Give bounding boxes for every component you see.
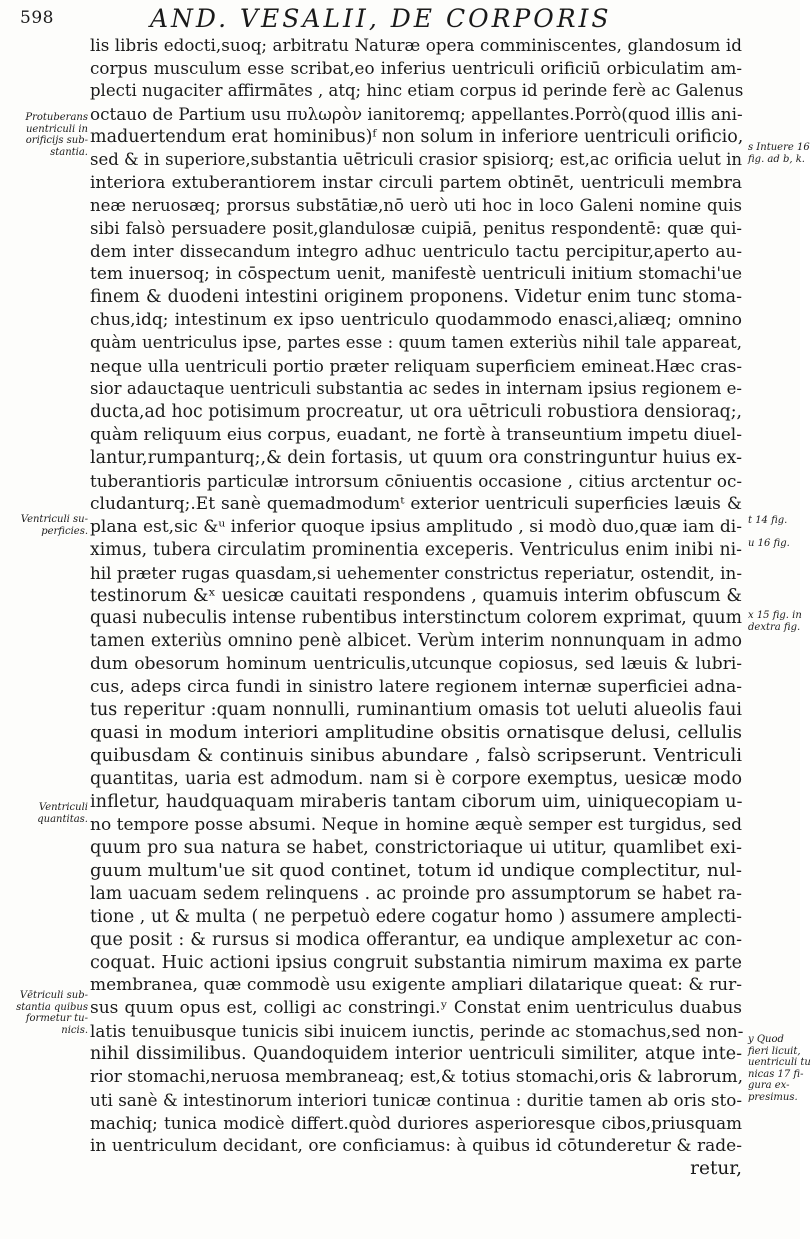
body-text-line: interiora extuberantiorem instar circuli partem obtinēt, uentriculi membra <box>90 172 742 193</box>
margin-note-quantitas <box>8 802 88 825</box>
page-number: 598 <box>20 8 54 28</box>
body-text-line: chus,idq; intestinum ex ipso uentriculo quodammodo enasci,aliæq; omnino <box>90 310 742 331</box>
body-text-line: ximus, tubera circulatim prominentia exceperis. Ventriculus enim inibi ni- <box>90 539 742 560</box>
margin-note-intuere <box>748 142 810 165</box>
margin-note-line: s Intuere 16 <box>748 142 810 153</box>
body-text-line: infletur, haudquaquam miraberis tantam ciborum uim, uiniquecopiam u- <box>90 791 743 812</box>
body-text-line: in uentriculum decidant, ore conficiamus: à quibus id cōtunderetur & rade- <box>90 1136 742 1156</box>
body-text-line: quantitas, uaria est admodum. nam si è corpore exemptus, uesicæ modo <box>90 769 742 789</box>
body-text-line: hil præter rugas quasdam,si uehementer constrictus reperiatur, ostendit, in- <box>90 562 742 583</box>
body-text-line: testinorum &ˣ uesicæ cauitati respondens , quamuis interim obfuscum & <box>90 585 742 606</box>
body-text-line: uti sanè & intestinorum interiori tunicæ continua : duritie tamen ab oris sto- <box>90 1090 742 1111</box>
body-text-line: octauo de Partium usu πυλωρὸν ianitoremq; appellantes.Porrò(quod illis ani- <box>90 103 743 124</box>
margin-note-fig-15 <box>748 610 802 633</box>
margin-note-line: u 16 fig. <box>748 538 790 549</box>
body-text-line: quibusdam & continuis sinibus abundare , falsò scripserunt. Ventriculi <box>90 745 742 767</box>
body-text-line: tem inuersoq; in cōspectum uenit, manifestè uentriculi initium stomachi'ue <box>90 264 742 285</box>
body-text-line: neæ neruosæq; prorsus substātiæ,nō uerò uti hoc in loco Galeni nomine quis <box>90 195 742 215</box>
body-text-line: lam uacuam sedem relinquens . ac proinde pro assumptorum se habet ra- <box>90 883 742 904</box>
body-text-line: tamen exteriùs omnino penè albicet. Verùm interim nonnunquam in admo <box>90 631 742 652</box>
margin-note-quod-fieri <box>748 1034 811 1103</box>
body-text-line: corpus musculum esse scribat,eo inferius uentriculi orificiū orbiculatim am- <box>90 57 742 78</box>
body-text-line: tione , ut & multa ( ne perpetuò edere cogatur homo ) assumere amplecti- <box>90 906 742 927</box>
margin-note-line: perficies. <box>41 525 88 537</box>
body-text-line: sior adauctaque uentriculi substantia ac sedes in internam ipsius regionem e- <box>90 379 742 399</box>
body-text-line: plecti nugaciter affirmātes , atq; hinc etiam corpus id perinde ferè ac Galenus <box>90 80 744 100</box>
body-text-line: coquat. Huic actioni ipsius congruit substantia nimirum maxima ex parte <box>90 952 742 973</box>
margin-note-line: t 14 fig. <box>748 515 788 526</box>
body-text-line: cus, adeps circa fundi in sinistro latere regionem internæ superficiei adna- <box>90 677 742 698</box>
body-text-line: que posit : & rursus si modica offerantur, ea undique amplexetur ac con- <box>90 929 742 950</box>
body-text-line: no tempore posse absumi. Neque in homine æquè semper est turgidus, sed <box>90 814 742 835</box>
main-text-block <box>90 34 742 1181</box>
body-text-line: dum obesorum hominum uentriculis,utcunque copiosus, sed læuis & lubri- <box>90 654 742 675</box>
margin-note-line: y Quod <box>748 1034 784 1045</box>
body-text-line: quàm uentriculus ipse, partes esse : quum tamen exteriùs nihil tale appareat, <box>90 333 742 353</box>
margin-note-line: quantitas. <box>37 813 88 825</box>
margin-note-fig-16 <box>748 538 798 550</box>
body-text-line: sus quum opus est, colligi ac constringi.ʸ Constat enim uentriculus duabus <box>90 998 742 1019</box>
margin-note-fig-14 <box>748 515 798 527</box>
margin-note-line: stantia quibus <box>16 1001 88 1013</box>
margin-note-line: orificijs sub- <box>25 135 88 146</box>
body-text-line: plana est,sic &ᵘ inferior quoque ipsius amplitudo , si modò duo,quæ iam di- <box>90 516 742 537</box>
body-text-line: retur, <box>690 1157 742 1179</box>
body-text-line: tus reperitur :quam nonnulli, ruminantium omasis tot ueluti alueolis faui <box>90 700 742 721</box>
body-text-line: finem & duodeni intestini originem proponens. Videtur enim tunc stoma- <box>90 287 742 308</box>
body-text-line: sed & in superiore,substantia uētriculi crasior spisiorq; est,ac orificia uelut in <box>90 149 742 169</box>
body-text-line: lis libris edocti,suoq; arbitratu Naturæ opera comminiscentes, glandosum id <box>90 35 742 55</box>
margin-note-line: presimus. <box>748 1091 798 1103</box>
margin-note-line: uentriculi in <box>25 123 88 135</box>
margin-note-superficies <box>8 514 88 537</box>
body-text-line: maduertendum erat hominibus)ᶠ non solum in inferiore uentriculi orificio, <box>90 126 744 147</box>
margin-note-line: Vētriculi sub- <box>19 990 88 1001</box>
margin-note-line: fig. ad b, k. <box>748 153 805 165</box>
body-text-line: lantur,rumpanturq;,& dein fortasis, ut quum ora constringuntur huius ex- <box>90 447 743 468</box>
body-text-line: membranea, quæ commodè usu exigente ampliari dilatarique queat: & rur- <box>90 975 742 996</box>
margin-note-line: dextra fig. <box>748 621 801 633</box>
body-text-line: sibi falsò persuadere posit,glandulosæ cuipiā, penitus respondentē: quæ qui- <box>90 218 742 238</box>
margin-note-line: gura ex- <box>748 1080 790 1091</box>
margin-note-line: Protuberans <box>25 112 88 123</box>
margin-note-line: nicas 17 fi- <box>748 1068 804 1080</box>
margin-note-line: Ventriculi <box>38 802 88 813</box>
body-text-line: quàm reliquum eius corpus, euadant, ne fortè à transeuntium impetu diuel- <box>90 424 742 445</box>
body-text-line: quum pro sua natura se habet, constrictoriaque ui utitur, quamlibet exi- <box>90 837 742 858</box>
running-head: AND. VESALII, DE CORPORIS <box>150 4 612 33</box>
margin-note-substantia <box>8 990 88 1036</box>
body-text-line: tuberantioris particulæ introrsum cōniuentis occasione , citius arctentur oc- <box>90 470 742 491</box>
margin-note-line: nicis. <box>61 1024 88 1036</box>
body-text-line: quasi nubeculis intense rubentibus interstinctum colorem exprimat, quum <box>90 608 742 629</box>
body-text-line: latis tenuibusque tunicis sibi inuicem iunctis, perinde ac stomachus,sed non- <box>90 1021 744 1042</box>
margin-note-line: x 15 fig. in <box>748 610 802 621</box>
body-text-line: machiq; tunica modicè differt.quòd duriores asperioresque cibos,priusquam <box>90 1113 742 1134</box>
margin-note-line: uentriculi tu <box>748 1057 811 1068</box>
body-text-line: neque ulla uentriculi portio præter reliquam superficiem emineat.Hæc cras- <box>90 356 742 377</box>
body-text-line: guum multum'ue sit quod continet, totum id undique complectitur, nul- <box>90 859 742 881</box>
margin-note-line: Ventriculi su- <box>20 514 88 525</box>
body-text-line: nihil dissimilibus. Quandoquidem interior uentriculi similiter, atque inte- <box>90 1044 742 1065</box>
body-text-line: quasi in modum interiori amplitudine obsitis ornatisque delusi, cellulis <box>90 722 742 744</box>
margin-note-protuberans <box>8 112 88 158</box>
margin-note-line: formetur tu- <box>25 1013 88 1024</box>
margin-note-line: fieri licuit, <box>748 1045 801 1057</box>
body-text-line: dem inter dissecandum integro adhuc uentriculo tactu percipitur,aperto au- <box>90 241 742 262</box>
margin-note-line: stantia. <box>50 146 88 158</box>
body-text-line: ducta,ad hoc potisimum procreatur, ut ora uētriculi robustiora densioraq;, <box>90 402 742 422</box>
body-text-line: cludanturq;.Et sanè quemadmodumᵗ exterior uentriculi superficies læuis & <box>90 493 742 514</box>
body-text-line: rior stomachi,neruosa membraneaq; est,& totius stomachi,oris & labrorum, <box>90 1067 744 1088</box>
